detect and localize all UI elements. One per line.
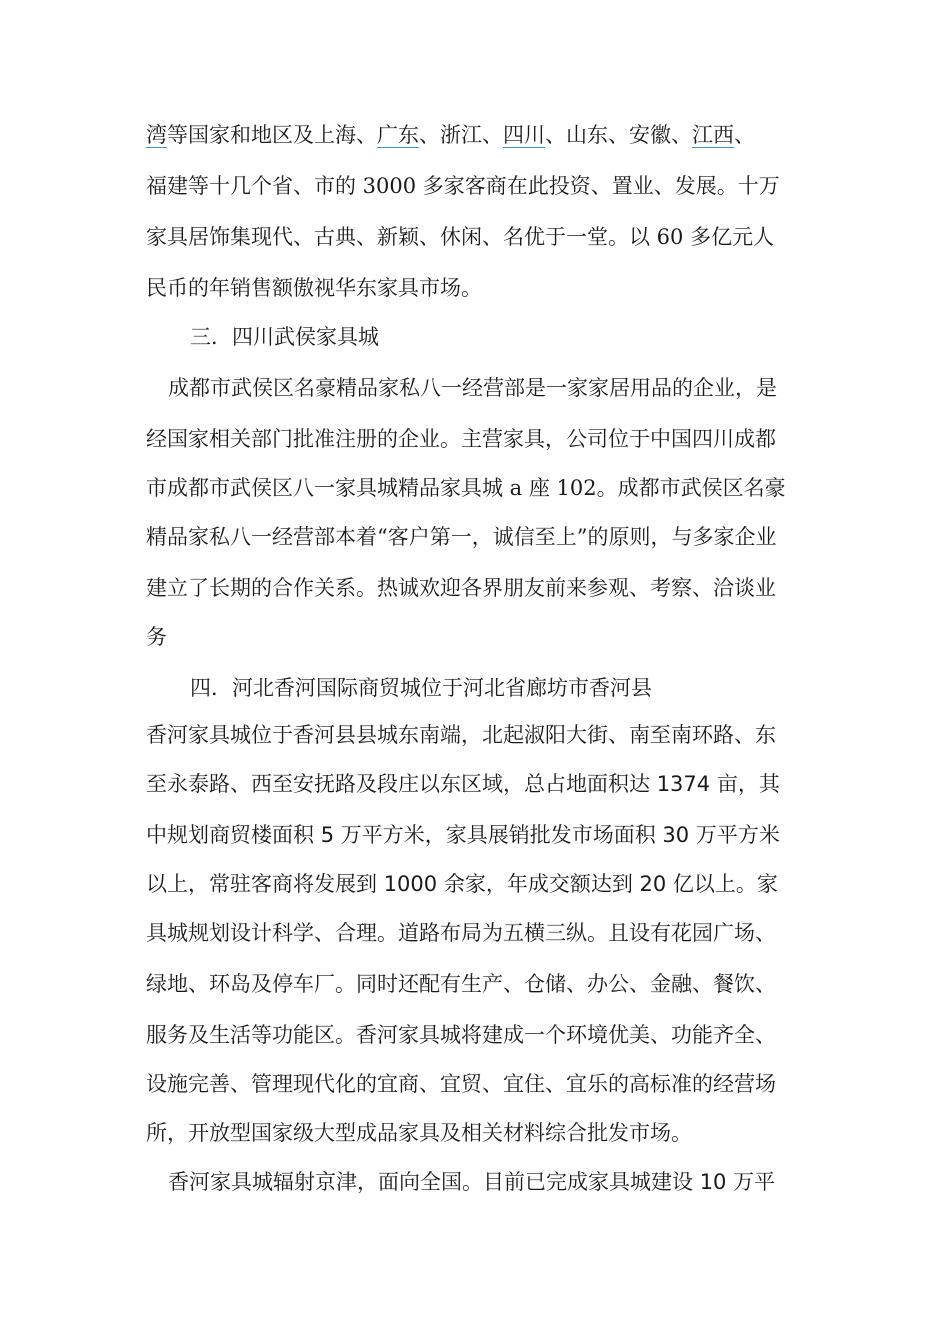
para2-line6: 务: [146, 625, 167, 649]
para3-line3: 中规划商贸楼面积 5 万平方米，家具展销批发市场面积 30 万平方米: [146, 823, 780, 847]
number-5: 5: [320, 823, 335, 847]
para3-line9: 所，开放型国家级大型成品家具及相关材料综合批发市场。: [146, 1121, 692, 1145]
para1-line3: 家具居饰集现代、古典、新颖、休闲、名优于一堂。以 60 多亿元人: [146, 225, 775, 249]
para3-line8: 设施完善、管理现代化的宜商、宜贸、宜住、宜乐的高标准的经营场: [146, 1072, 776, 1096]
number-20: 20: [639, 872, 667, 896]
number-10: 10: [699, 1170, 727, 1194]
para1-line1: 湾等国家和地区及上海、广东、浙江、四川、山东、安徽、江西、: [146, 123, 755, 147]
para4-line1: 香河家具城辐射京津，面向全国。目前已完成家具城建设 10 万平: [168, 1170, 776, 1194]
area-value: 1374: [656, 772, 711, 796]
para2-line5: 建立了长期的合作关系。热诚欢迎各界朋友前来参观、考察、洽谈业: [146, 576, 776, 600]
link-guangdong[interactable]: 广东: [377, 123, 419, 147]
para3-line5: 具城规划设计科学、合理。道路布局为五横三纵。且设有花园广场、: [146, 921, 776, 945]
para1-line4: 民币的年销售额傲视华东家具市场。: [146, 276, 482, 300]
para3-line1: 香河家具城位于香河县县城东南端，北起淑阳大街、南至南环路、东: [146, 723, 776, 747]
para3-line6: 绿地、环岛及停车厂。同时还配有生产、仓储、办公、金融、餐饮、: [146, 972, 776, 996]
para3-line7: 服务及生活等功能区。香河家具城将建成一个环境优美、功能齐全、: [146, 1023, 776, 1047]
para2-line1: 成都市武侯区名豪精品家私八一经营部是一家家居用品的企业，是: [168, 376, 777, 400]
para3-line2: 至永泰路、西至安抚路及段庄以东区域，总占地面积达 1374 亩，其: [146, 772, 780, 796]
link-jiangxi[interactable]: 江西: [692, 123, 734, 147]
number-1000: 1000: [383, 872, 438, 896]
para2-line2: 经国家相关部门批准注册的企业。主营家具，公司位于中国四川成都: [146, 427, 776, 451]
para2-line4: 精品家私八一经营部本着“客户第一，诚信至上”的原则，与多家企业: [146, 525, 777, 549]
number-30: 30: [662, 823, 690, 847]
link-sichuan[interactable]: 四川: [503, 123, 545, 147]
section-heading-3: 三．四川武侯家具城: [190, 325, 379, 349]
para3-line4: 以上，常驻客商将发展到 1000 余家，年成交额达到 20 亿以上。家: [146, 872, 778, 896]
section-heading-4: 四．河北香河国际商贸城位于河北省廊坊市香河县: [190, 676, 652, 700]
link-taiwan[interactable]: 湾: [146, 123, 167, 147]
para1-line2: 福建等十几个省、市的 3000 多家客商在此投资、置业、发展。十万: [146, 174, 780, 198]
para2-line3: 市成都市武侯区八一家具城精品家具城 a 座 102。成都市武侯区名豪: [146, 476, 786, 500]
